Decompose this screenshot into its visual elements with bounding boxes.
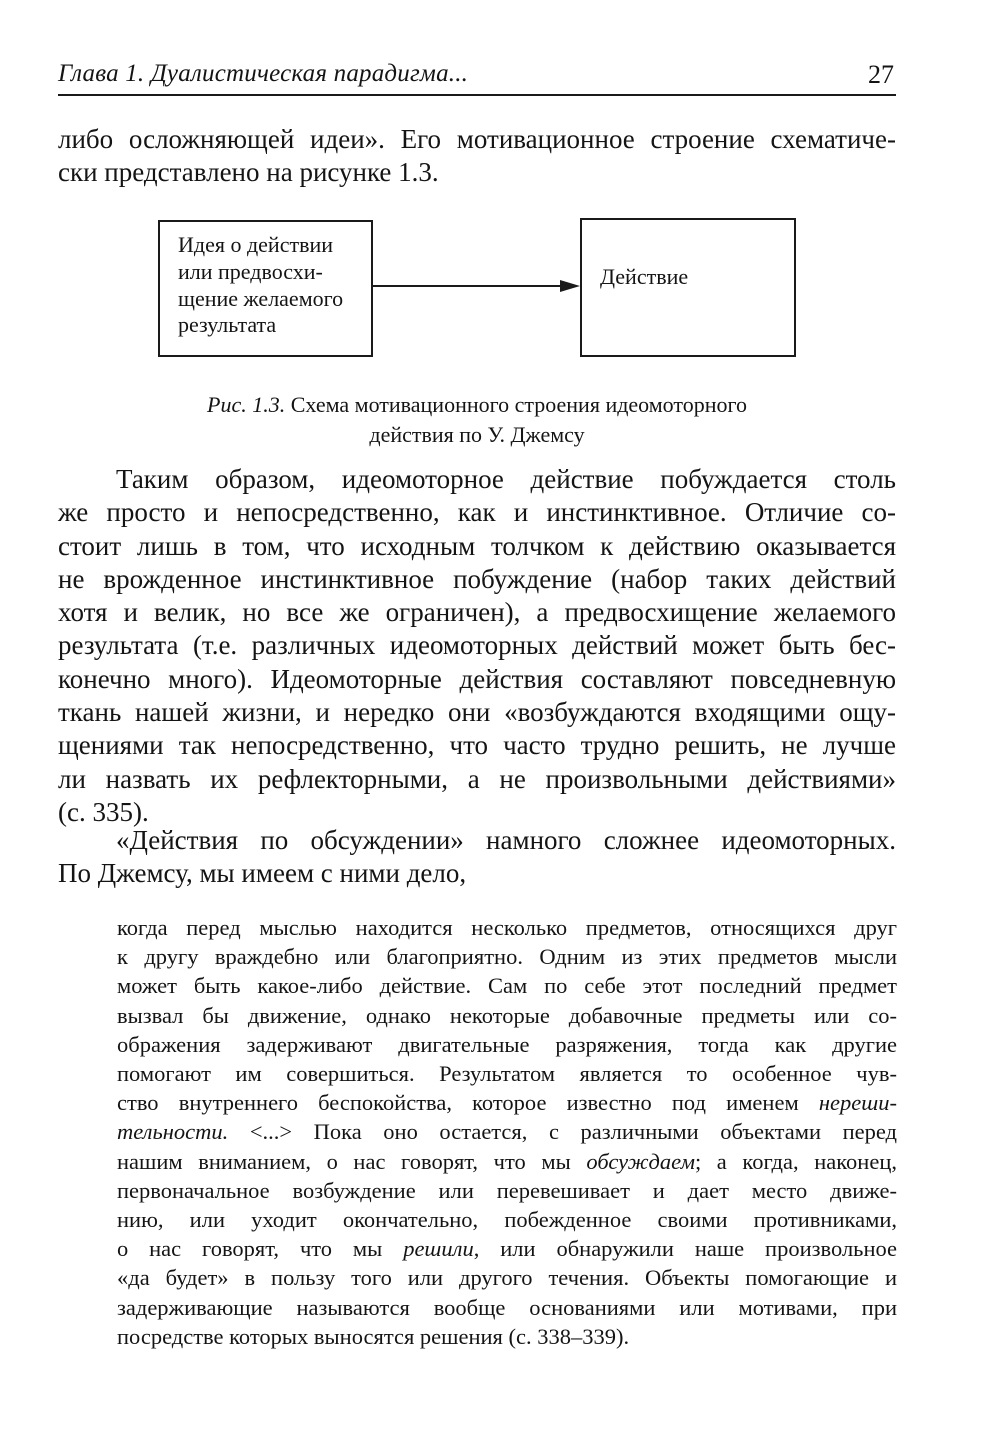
caption-text: Схема мотивационного строения идеомоторного bbox=[285, 392, 747, 417]
quote-line: когда перед мыслью находится несколько предметов, относящихся друг bbox=[117, 915, 897, 940]
quote-line: первоначальное возбуждение или перевешивает и дает место движе- bbox=[117, 1177, 897, 1203]
text-line: же просто и непосредственно, как и инстинктивное. Отличие со- bbox=[58, 497, 896, 528]
diagram-box-idea bbox=[158, 220, 373, 357]
quote-emphasis: нереши- bbox=[818, 1090, 897, 1116]
quote-line bbox=[117, 1088, 897, 1117]
quote-line: посредстве которых выносятся решения (с. 338–339). bbox=[117, 1323, 630, 1349]
text-line: По Джемсу, мы имеем с ними дело, bbox=[58, 858, 467, 889]
text-line: стоит лишь в том, что исходным толчком к действию оказывается bbox=[58, 530, 896, 561]
quote-line: нию, или уходит окончательно, побежденное своими противниками, bbox=[117, 1207, 897, 1233]
block-quote bbox=[117, 913, 897, 1351]
page-number: 27 bbox=[868, 60, 894, 89]
quote-line: задерживающие называются вообще основаниями или мотивами, при bbox=[117, 1294, 897, 1320]
paragraph-2 bbox=[58, 824, 896, 891]
quote-emphasis: решили bbox=[403, 1236, 474, 1262]
lead-paragraph bbox=[58, 123, 896, 190]
running-header bbox=[58, 58, 896, 96]
quote-line: ображения задерживают двигательные разряжения, тогда как другие bbox=[117, 1031, 897, 1057]
diagram-label: или предвосхи- bbox=[178, 258, 323, 284]
quote-text: <...> Пока оно остается, с различными объектами перед bbox=[228, 1119, 897, 1145]
text-line: щениями так непосредственно, что часто трудно решить, не лучше bbox=[58, 730, 896, 761]
figure-caption bbox=[58, 390, 896, 450]
quote-text: , или обнаружили наше произвольное bbox=[473, 1236, 897, 1262]
quote-line: вызвал бы движение, однако некоторые добавочные предметы или со- bbox=[117, 1002, 897, 1028]
paragraph-1 bbox=[58, 463, 896, 829]
quote-text: ; а когда, наконец, bbox=[694, 1148, 897, 1174]
quote-line: «да будет» в пользу того или другого течения. Объекты помогающие и bbox=[117, 1265, 897, 1291]
text-line: результата (т.е. различных идеомоторных действий может быть бес- bbox=[58, 630, 896, 661]
diagram-box-action bbox=[580, 218, 796, 357]
quote-text: о нас говорят, что мы bbox=[117, 1236, 404, 1262]
quote-emphasis: тельности. bbox=[117, 1119, 229, 1145]
text-line: либо осложняющей идеи». Его мотивационное строение схематиче- bbox=[58, 124, 896, 154]
arrow-head bbox=[560, 280, 580, 292]
text-line: ли назвать их рефлекторными, а не произвольными действиями» bbox=[58, 763, 896, 794]
chapter-title: Глава 1. Дуалистическая парадигма... bbox=[58, 60, 469, 87]
diagram-arrow-icon bbox=[372, 276, 582, 296]
quote-line: помогают им совершиться. Результатом является то особенное чув- bbox=[117, 1061, 897, 1087]
text-line: хотя и велик, но все же ограничен), а предвосхищение желаемого bbox=[58, 597, 896, 628]
quote-emphasis: обсуждаем bbox=[586, 1148, 695, 1174]
diagram-label: Идея о действии bbox=[178, 232, 334, 257]
text-line: (с. 335). bbox=[58, 796, 149, 827]
quote-line bbox=[117, 1234, 897, 1263]
quote-text: нашим вниманием, о нас говорят, что мы bbox=[117, 1148, 587, 1174]
caption-line: действия по У. Джемсу bbox=[369, 422, 585, 447]
text-line: «Действия по обсуждении» намного сложнее идеомоторных. bbox=[116, 825, 896, 855]
quote-text: ство внутреннего беспокойства, которое известно под именем bbox=[117, 1090, 819, 1116]
diagram-label: результата bbox=[178, 312, 277, 338]
quote-line: к другу враждебно или благоприятно. Одним из этих предметов мысли bbox=[117, 944, 897, 970]
diagram-label: щение желаемого bbox=[178, 285, 344, 311]
quote-line bbox=[117, 1147, 897, 1176]
caption-figure-number: Рис. 1.3. bbox=[207, 392, 286, 417]
diagram-label: Действие bbox=[600, 264, 689, 289]
quote-line: может быть какое-либо действие. Сам по себе этот последний предмет bbox=[117, 973, 897, 999]
text-line: ски представлено на рисунке 1.3. bbox=[58, 157, 439, 188]
text-line: конечно много). Идеомоторные действия составляют повседневную bbox=[58, 663, 896, 694]
text-line: Таким образом, идеомоторное действие побуждается столь bbox=[116, 464, 896, 494]
caption-line bbox=[58, 390, 896, 420]
text-line: ткань нашей жизни, и нередко они «возбуждаются входящими ощу- bbox=[58, 697, 896, 728]
quote-line bbox=[117, 1117, 897, 1146]
text-line: не врожденное инстинктивное побуждение (набор таких действий bbox=[58, 563, 896, 594]
